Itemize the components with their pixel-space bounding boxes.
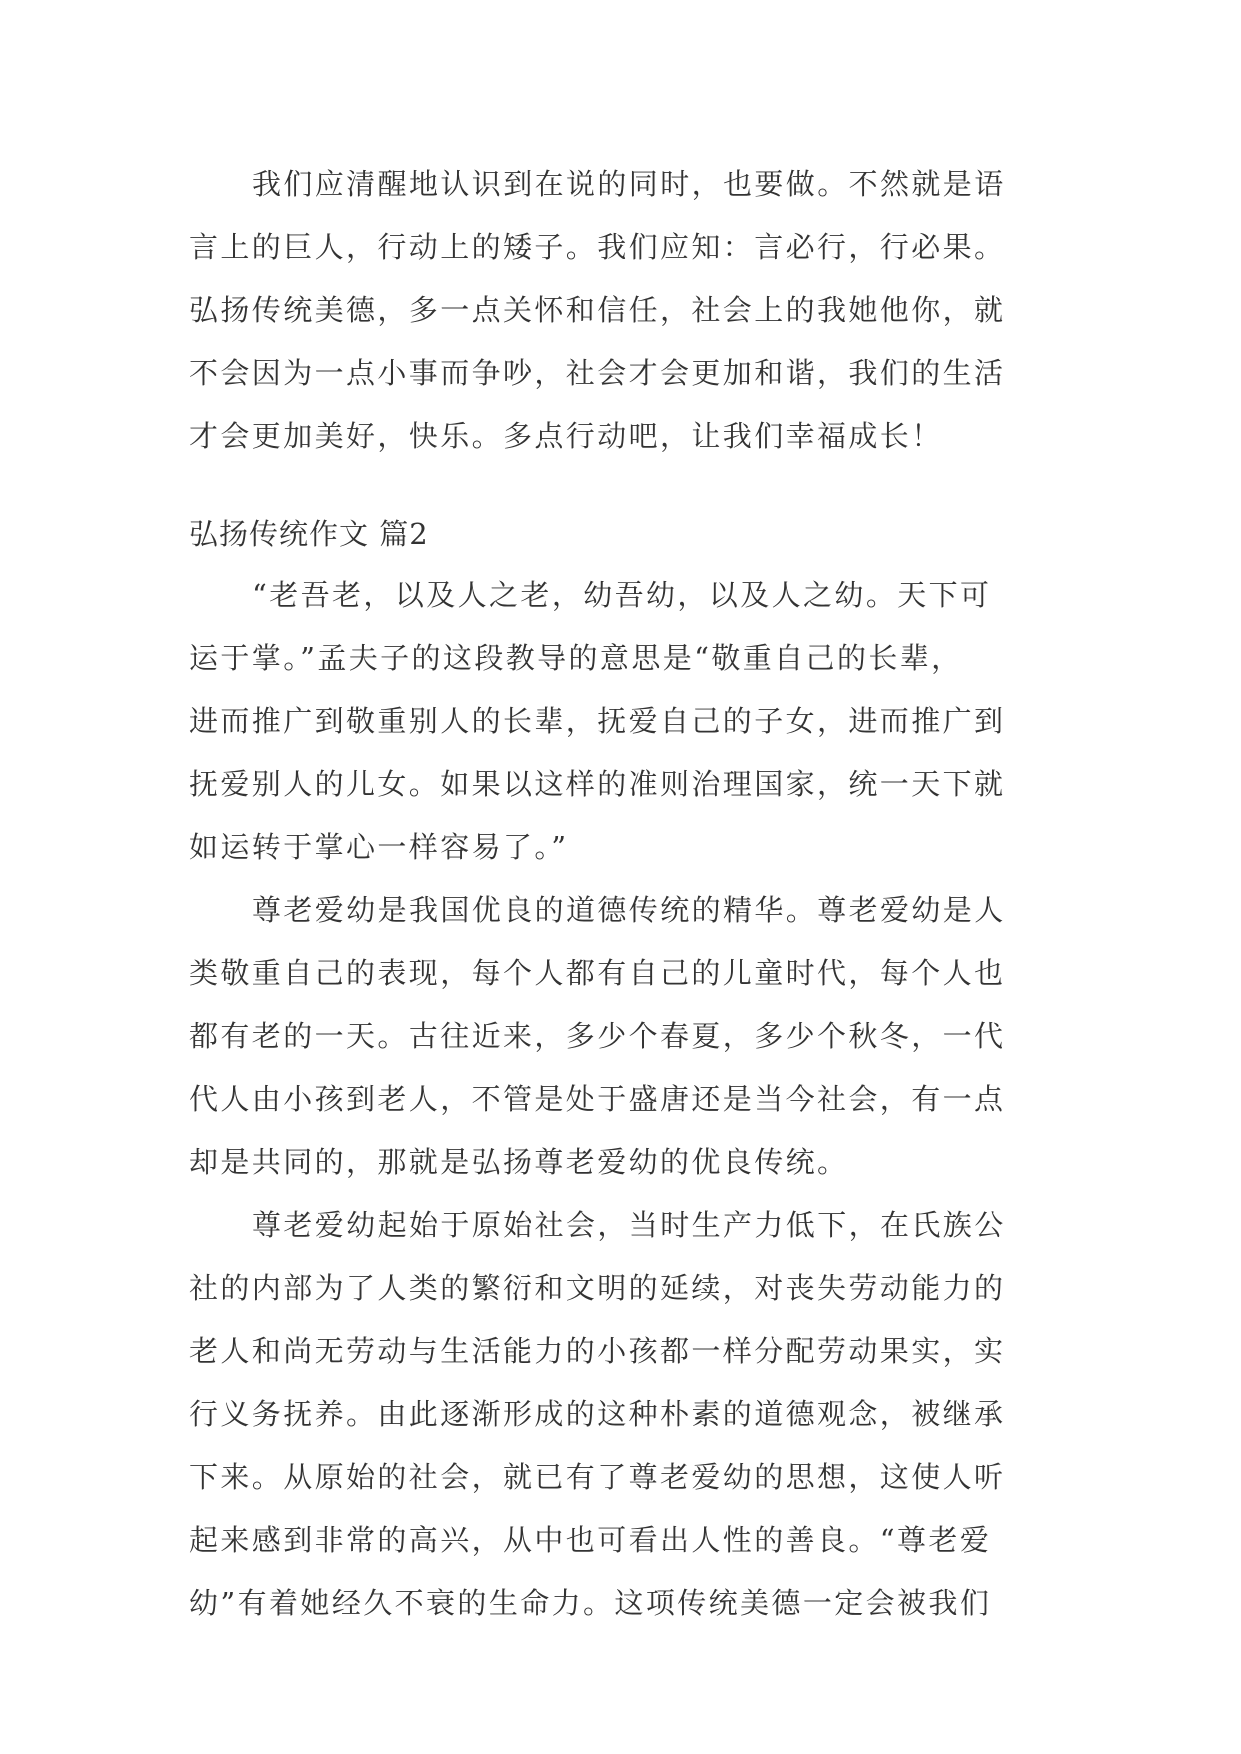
paragraph-line: 运于掌。”孟夫子的这段教导的意思是“敬重自己的长辈， [189, 641, 963, 675]
paragraph-line: 才会更加美好，快乐。多点行动吧，让我们幸福成长！ [189, 419, 943, 453]
paragraph-line: 却是共同的，那就是弘扬尊老爱幼的优良传统。 [189, 1145, 849, 1179]
paragraph-line: 都有老的一天。古往近来，多少个春夏，多少个秋冬，一代 [189, 1019, 1006, 1053]
paragraph-line: 社的内部为了人类的繁衍和文明的延续，对丧失劳动能力的 [189, 1271, 1006, 1305]
paragraph-line: 类敬重自己的表现，每个人都有自己的儿童时代，每个人也 [189, 956, 1006, 990]
paragraph-line: 尊老爱幼起始于原始社会，当时生产力低下，在氏族公 [252, 1208, 1006, 1242]
paragraph-line: 我们应清醒地认识到在说的同时，也要做。不然就是语 [252, 167, 1006, 201]
paragraph-line: 弘扬传统美德，多一点关怀和信任，社会上的我她他你，就 [189, 293, 1006, 327]
paragraph-line: 幼”有着她经久不衰的生命力。这项传统美德一定会被我们 [189, 1586, 992, 1620]
paragraph-line: 尊老爱幼是我国优良的道德传统的精华。尊老爱幼是人 [252, 893, 1006, 927]
paragraph-line: 如运转于掌心一样容易了。” [189, 830, 569, 864]
paragraph-line: 代人由小孩到老人，不管是处于盛唐还是当今社会，有一点 [189, 1082, 1006, 1116]
paragraph-line: 起来感到非常的高兴，从中也可看出人性的善良。“尊老爱 [189, 1523, 992, 1557]
paragraph-line: 抚爱别人的儿女。如果以这样的准则治理国家，统一天下就 [189, 767, 1006, 801]
paragraph-line: 进而推广到敬重别人的长辈，抚爱自己的子女，进而推广到 [189, 704, 1006, 738]
paragraph-line: 言上的巨人，行动上的矮子。我们应知：言必行，行必果。 [189, 230, 1006, 264]
paragraph-line: 行义务抚养。由此逐渐形成的这种朴素的道德观念，被继承 [189, 1397, 1006, 1431]
paragraph-line: 下来。从原始的社会，就已有了尊老爱幼的思想，这使人听 [189, 1460, 1006, 1494]
section-heading: 弘扬传统作文 篇2 [189, 517, 429, 551]
paragraph-line: 老人和尚无劳动与生活能力的小孩都一样分配劳动果实，实 [189, 1334, 1006, 1368]
paragraph-line: 不会因为一点小事而争吵，社会才会更加和谐，我们的生活 [189, 356, 1006, 390]
paragraph-line: “老吾老，以及人之老，幼吾幼，以及人之幼。天下可 [252, 578, 992, 612]
